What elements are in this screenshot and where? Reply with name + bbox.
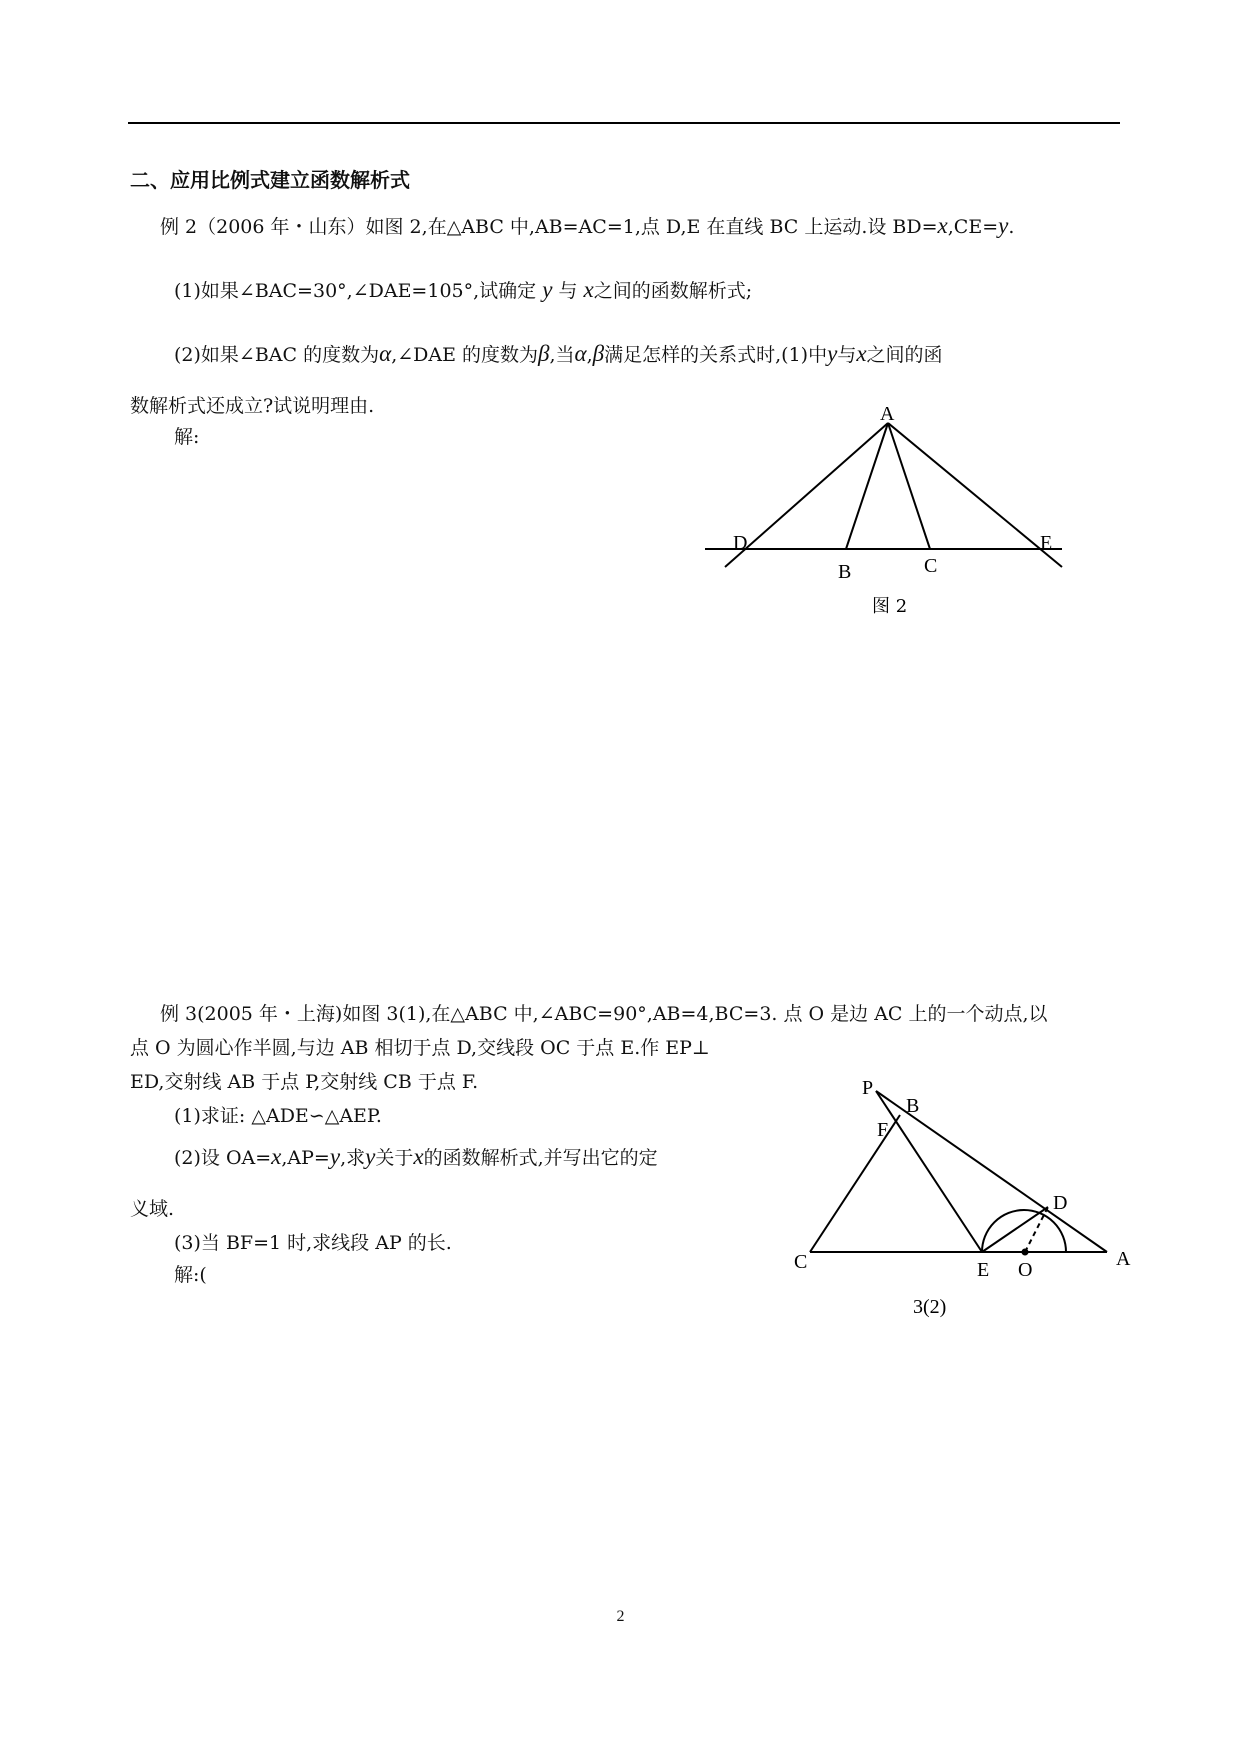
ex2-question-2-cont: 数解析式还成立?试说明理由.: [130, 395, 375, 417]
q-text: 与: [837, 344, 857, 366]
q-text: 关于: [375, 1147, 414, 1169]
var-y: y: [542, 277, 553, 302]
var-alpha: α: [574, 341, 587, 366]
segment-ep: [876, 1091, 982, 1252]
point-o: [1022, 1249, 1029, 1256]
var-y: y: [827, 341, 838, 366]
ex2-text: .: [1008, 216, 1015, 238]
label-f: F: [877, 1119, 889, 1141]
label-d: D: [733, 532, 748, 554]
q-text: ,当: [549, 344, 575, 366]
q-text: ,AP=: [281, 1147, 330, 1169]
var-y: y: [365, 1144, 376, 1169]
semicircle: [982, 1210, 1066, 1252]
label-a: A: [880, 403, 895, 425]
label-b: B: [906, 1095, 920, 1117]
var-alpha: α: [379, 341, 392, 366]
label-e: E: [977, 1259, 990, 1281]
label-d: D: [1053, 1192, 1068, 1214]
q-text: 之间的函: [866, 344, 943, 366]
var-y: y: [329, 1144, 341, 1169]
figure-2-caption: 图 2: [872, 596, 908, 617]
ex3-line-2: 点 O 为圆心作半圆,与边 AB 相切于点 D,交线段 OC 于点 E.作 EP⊥: [130, 1037, 710, 1059]
label-a: A: [1116, 1248, 1131, 1270]
ex2-text: 例 2（2006 年・山东）如图 2,在△ABC 中,AB=AC=1,点 D,E 在直线 BC 上运动.设 BD=: [160, 216, 938, 238]
ex3-question-2-cont: 义域.: [130, 1198, 175, 1220]
q-text: 与: [558, 280, 578, 302]
ex3-line-3: ED,交射线 AB 于点 P,交射线 CB 于点 F.: [130, 1071, 479, 1093]
segment-ed: [982, 1207, 1048, 1252]
var-x: x: [856, 341, 867, 366]
label-p: P: [862, 1077, 874, 1099]
ex3-line-1: 例 3(2005 年・上海)如图 3(1),在△ABC 中,∠ABC=90°,AB=4,BC=3. 点 O 是边 AC 上的一个动点,以: [160, 1003, 1048, 1025]
var-y: y: [998, 213, 1009, 238]
q-text: ,求: [340, 1147, 366, 1169]
q-text: (2)如果∠BAC 的度数为: [174, 344, 380, 366]
ex3-question-1: (1)求证: △ADE∽△AEP.: [174, 1105, 382, 1127]
var-x: x: [413, 1144, 424, 1169]
label-b: B: [838, 561, 852, 583]
ex3-question-3: (3)当 BF=1 时,求线段 AP 的长.: [174, 1232, 452, 1254]
label-e: E: [1040, 532, 1053, 554]
label-c: C: [924, 555, 938, 577]
q-text: (1)如果∠BAC=30°,∠DAE=105°,试确定: [174, 280, 537, 302]
var-x: x: [271, 1144, 282, 1169]
section-title: 二、应用比例式建立函数解析式: [130, 168, 410, 192]
ex3-solution-label: 解:(: [174, 1264, 207, 1286]
q-text: ,∠DAE 的度数为: [391, 344, 539, 366]
figure-3-caption: 3(2): [913, 1296, 947, 1318]
q-text: ,: [586, 344, 593, 366]
q-text: 的函数解析式,并写出它的定: [423, 1147, 658, 1169]
ex2-solution-label: 解:: [174, 426, 200, 448]
var-x: x: [583, 277, 594, 302]
q-text: 满足怎样的关系式时,(1)中: [604, 344, 828, 366]
q-text: 之间的函数解析式;: [593, 280, 753, 302]
page-number: 2: [616, 1608, 625, 1625]
var-beta: β: [592, 341, 605, 366]
label-o: O: [1018, 1259, 1033, 1281]
label-c: C: [794, 1251, 808, 1273]
var-beta: β: [538, 341, 550, 366]
q-text: (2)设 OA=: [174, 1147, 272, 1169]
ex2-text: ,CE=: [947, 216, 999, 238]
var-x: x: [937, 213, 948, 238]
